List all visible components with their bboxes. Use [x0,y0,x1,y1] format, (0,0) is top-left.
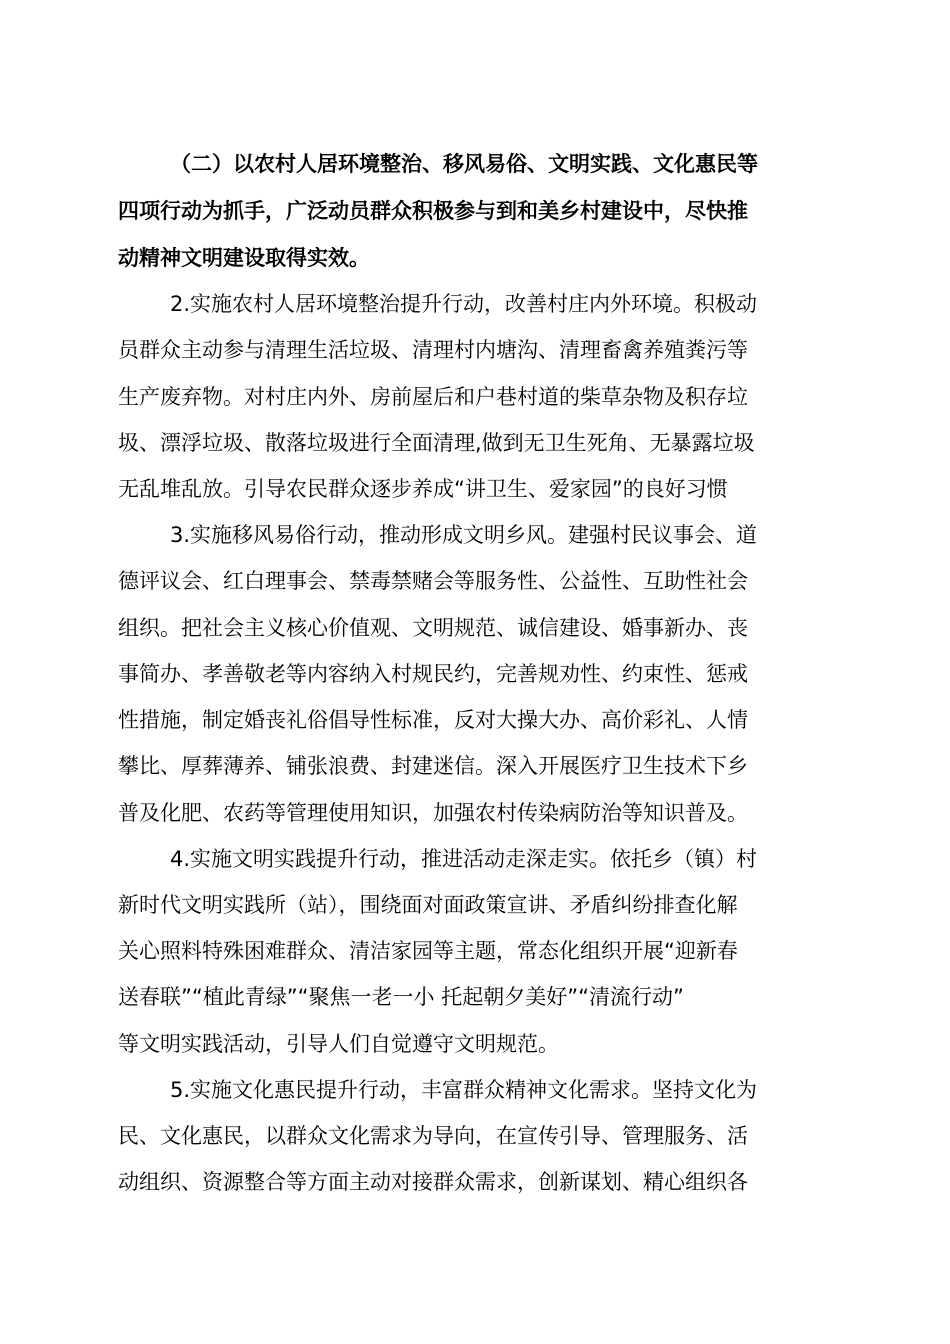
heading-line: 动精神文明建设取得实效。 [118,246,370,270]
paragraph-line: 关心照料特殊困难群众、清洁家园等主题，常态化组织开展“迎新春 [118,939,738,963]
paragraph-line: 等文明实践活动，引导人们自觉遵守文明规范。 [118,1032,559,1056]
paragraph-line: 事简办、孝善敬老等内容纳入村规民约，完善规劝性、约束性、惩戒 [118,662,748,686]
paragraph-line: 3.实施移风易俗行动，推动形成文明乡风。建强村民议事会、道 [170,523,758,547]
paragraph-line: 动组织、资源整合等方面主动对接群众需求，创新谋划、精心组织各 [118,1170,748,1194]
paragraph-line: 攀比、厚葬薄养、铺张浪费、封建迷信。深入开展医疗卫生技术下乡 [118,754,748,778]
paragraph-line: 4.实施文明实践提升行动，推进活动走深走实。依托乡（镇）村 [170,847,758,871]
paragraph-line: 送春联”“植此青绿”“聚焦一老一小 托起朝夕美好”“清流行动” [118,985,684,1009]
paragraph-line: 普及化肥、农药等管理使用知识，加强农村传染病防治等知识普及。 [118,801,748,825]
heading-line: （二）以农村人居环境整治、移风易俗、文明实践、文化惠民等 [170,152,758,176]
paragraph-line: 2.实施农村人居环境整治提升行动，改善村庄内外环境。积极动 [170,292,758,316]
paragraph-line: 圾、漂浮垃圾、散落垃圾进行全面清理,做到无卫生死角、无暴露垃圾 [118,431,755,455]
paragraph-line: 员群众主动参与清理生活垃圾、清理村内塘沟、清理畜禽养殖粪污等 [118,338,748,362]
paragraph-line: 德评议会、红白理事会、禁毒禁赌会等服务性、公益性、互助性社会 [118,569,748,593]
paragraph-line: 新时代文明实践所（站），围绕面对面政策宣讲、矛盾纠纷排查化解 [118,893,738,917]
heading-line: 四项行动为抓手，广泛动员群众积极参与到和美乡村建设中，尽快推 [118,199,748,223]
paragraph-line: 民、文化惠民，以群众文化需求为导向，在宣传引导、管理服务、活 [118,1124,748,1148]
paragraph-line: 组织。把社会主义核心价值观、文明规范、诚信建设、婚事新办、丧 [118,616,748,640]
paragraph-line: 性措施，制定婚丧礼俗倡导性标准，反对大操大办、高价彩礼、人情 [118,708,748,732]
paragraph-line: 生产废弃物。对村庄内外、房前屋后和户巷村道的柴草杂物及积存垃 [118,385,748,409]
paragraph-line: 5.实施文化惠民提升行动，丰富群众精神文化需求。坚持文化为 [170,1078,758,1102]
paragraph-line: 无乱堆乱放。引导农民群众逐步养成“讲卫生、爱家园”的良好习惯 [118,477,728,501]
